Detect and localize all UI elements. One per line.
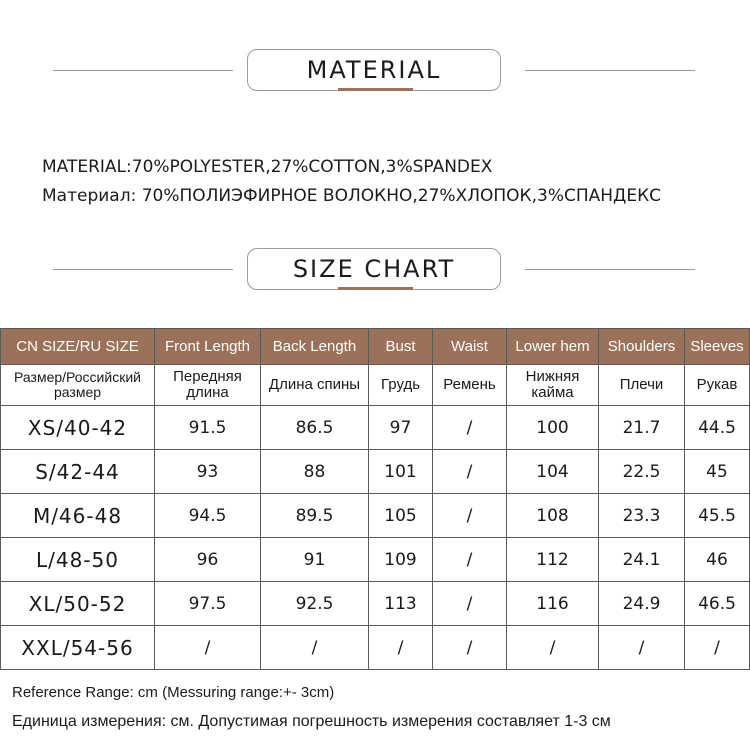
header-cell-ru: Длина спины — [261, 365, 369, 406]
table-cell: 96 — [155, 538, 261, 582]
divider-left — [53, 70, 233, 71]
header-cell-ru: Грудь — [369, 365, 433, 406]
table-cell: 88 — [261, 450, 369, 494]
table-cell: / — [369, 626, 433, 670]
table-cell: / — [599, 626, 685, 670]
title-underline — [338, 88, 413, 91]
material-composition-ru: Материал: 70%ПОЛИЭФИРНОЕ ВОЛОКНО,27%ХЛОПОК,3%СПАНДЕКС — [42, 186, 662, 206]
material-section-header — [0, 49, 750, 95]
section-title-box — [247, 49, 501, 91]
table-cell: / — [155, 626, 261, 670]
section-title-box — [247, 248, 501, 290]
table-cell: 97.5 — [155, 582, 261, 626]
table-cell: 113 — [369, 582, 433, 626]
table-cell: 21.7 — [599, 406, 685, 450]
table-cell: / — [685, 626, 750, 670]
table-cell: 23.3 — [599, 494, 685, 538]
table-cell: 46.5 — [685, 582, 750, 626]
size-cell: XL/50-52 — [1, 582, 155, 626]
table-cell: 116 — [507, 582, 599, 626]
table-cell: 91 — [261, 538, 369, 582]
table-cell: 101 — [369, 450, 433, 494]
table-cell: 24.9 — [599, 582, 685, 626]
material-composition-en: MATERIAL:70%POLYESTER,27%COTTON,3%SPANDEX — [42, 157, 493, 177]
table-cell: / — [433, 450, 507, 494]
table-cell: 44.5 — [685, 406, 750, 450]
measurement-tolerance-note: Единица измерения: см. Допустимая погрешность измерения составляет 1-3 см — [12, 713, 611, 730]
header-cell: Bust — [369, 329, 433, 365]
table-cell: / — [507, 626, 599, 670]
section-title: MATERIAL — [306, 56, 442, 84]
header-cell-ru: Нижняя кайма — [507, 365, 599, 406]
table-cell: 22.5 — [599, 450, 685, 494]
table-cell: / — [433, 406, 507, 450]
table-cell: / — [433, 626, 507, 670]
size-cell: L/48-50 — [1, 538, 155, 582]
divider-right — [525, 70, 695, 71]
table-cell: 97 — [369, 406, 433, 450]
header-cell: Sleeves — [685, 329, 750, 365]
table-cell: 108 — [507, 494, 599, 538]
table-cell: 45 — [685, 450, 750, 494]
table-cell: 104 — [507, 450, 599, 494]
divider-right — [525, 269, 695, 270]
table-row — [1, 450, 750, 494]
table-cell: / — [433, 582, 507, 626]
divider-left — [53, 269, 233, 270]
header-row-en — [1, 329, 750, 365]
header-cell: Waist — [433, 329, 507, 365]
table-cell: 46 — [685, 538, 750, 582]
header-cell-ru: Плечи — [599, 365, 685, 406]
table-cell: 86.5 — [261, 406, 369, 450]
reference-range-note: Reference Range: cm (Messuring range:+- 3cm) — [12, 684, 335, 701]
table-row — [1, 626, 750, 670]
table-cell: 45.5 — [685, 494, 750, 538]
header-cell: Front Length — [155, 329, 261, 365]
header-cell-ru: Рукав — [685, 365, 750, 406]
table-cell: 93 — [155, 450, 261, 494]
table-cell: 109 — [369, 538, 433, 582]
header-cell: Shoulders — [599, 329, 685, 365]
table-cell: 89.5 — [261, 494, 369, 538]
table-cell: 112 — [507, 538, 599, 582]
table-row — [1, 538, 750, 582]
header-cell-ru: Размер/Российский размер — [1, 365, 155, 406]
table-row — [1, 582, 750, 626]
header-row-ru — [1, 365, 750, 406]
table-cell: 24.1 — [599, 538, 685, 582]
size-chart-table — [0, 328, 750, 670]
header-cell: Lower hem — [507, 329, 599, 365]
table-cell: 94.5 — [155, 494, 261, 538]
size-cell: M/46-48 — [1, 494, 155, 538]
size-cell: XXL/54-56 — [1, 626, 155, 670]
size-cell: XS/40-42 — [1, 406, 155, 450]
title-underline — [338, 287, 413, 290]
table-row — [1, 406, 750, 450]
section-title: SIZE CHART — [292, 255, 456, 283]
table-cell: 91.5 — [155, 406, 261, 450]
table-row — [1, 494, 750, 538]
size-cell: S/42-44 — [1, 450, 155, 494]
header-cell: Back Length — [261, 329, 369, 365]
header-cell-ru: Ремень — [433, 365, 507, 406]
table-cell: 105 — [369, 494, 433, 538]
table-cell: / — [433, 494, 507, 538]
table-cell: / — [261, 626, 369, 670]
table-cell: / — [433, 538, 507, 582]
table-cell: 100 — [507, 406, 599, 450]
header-cell-ru: Передняя длина — [155, 365, 261, 406]
table-cell: 92.5 — [261, 582, 369, 626]
size-chart-section-header — [0, 248, 750, 294]
header-cell: CN SIZE/RU SIZE — [1, 329, 155, 365]
